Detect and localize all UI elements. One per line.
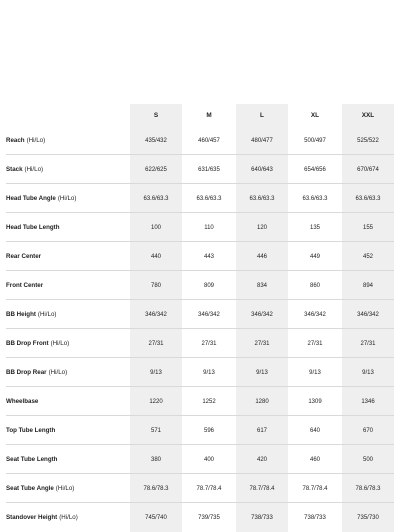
row-label: Seat Tube Angle (Hi/Lo): [6, 485, 75, 492]
table-cell: 63.6/63.3: [342, 184, 394, 213]
table-cell: 739/735: [198, 514, 220, 521]
table-cell: 9/13: [342, 358, 394, 387]
table-cell: 135: [309, 224, 320, 231]
table-cell: 110: [204, 224, 214, 231]
table-cell: 63.6/63.3: [302, 195, 328, 202]
table-cell: 1252: [202, 398, 216, 405]
row-label: Top Tube Length: [6, 427, 56, 434]
table-cell: 640: [309, 427, 320, 434]
table-cell: 120: [236, 213, 288, 242]
table-cell: 100: [130, 213, 182, 242]
row-label: Head Tube Angle (Hi/Lo): [6, 195, 77, 202]
row-label: BB Drop Rear (Hi/Lo): [6, 369, 68, 376]
table-cell: 346/342: [342, 300, 394, 329]
table-cell: 525/522: [342, 126, 394, 155]
table-cell: 63.6/63.3: [196, 195, 222, 202]
table-cell: 346/342: [130, 300, 182, 329]
table-cell: 78.6/78.3: [342, 474, 394, 503]
table-cell: 654/656: [304, 166, 326, 173]
table-cell: 420: [236, 445, 288, 474]
row-label: Rear Center: [6, 253, 42, 260]
table-cell: 670/674: [342, 155, 394, 184]
table-cell: 400: [203, 456, 214, 463]
table-cell: 480/477: [236, 126, 288, 155]
table-cell: 860: [309, 282, 320, 289]
table-cell: 27/31: [130, 329, 182, 358]
table-cell: 460/457: [198, 137, 220, 144]
table-cell: 9/13: [130, 358, 182, 387]
table-cell: 1309: [308, 398, 322, 405]
table-cell: 155: [342, 213, 394, 242]
row-label: Front Center: [6, 282, 44, 289]
size-header-s: S: [130, 104, 182, 126]
table-cell: 63.6/63.3: [236, 184, 288, 213]
table-cell: 640/643: [236, 155, 288, 184]
table-cell: 1280: [236, 387, 288, 416]
table-cell: 440: [130, 242, 182, 271]
table-cell: 346/342: [304, 311, 326, 318]
table-cell: 571: [130, 416, 182, 445]
table-cell: 1220: [130, 387, 182, 416]
table-cell: 27/31: [342, 329, 394, 358]
size-header-l: L: [236, 104, 288, 126]
table-cell: 27/31: [307, 340, 323, 347]
table-cell: 745/740: [130, 503, 182, 532]
row-label: BB Drop Front (Hi/Lo): [6, 340, 70, 347]
table-cell: 622/625: [130, 155, 182, 184]
table-cell: 9/13: [236, 358, 288, 387]
table-cell: 1346: [342, 387, 394, 416]
table-cell: 738/733: [236, 503, 288, 532]
size-header-xxl: XXL: [342, 104, 394, 126]
table-cell: 738/733: [304, 514, 326, 521]
table-cell: 460: [309, 456, 320, 463]
table-cell: 452: [342, 242, 394, 271]
table-cell: 735/730: [342, 503, 394, 532]
table-cell: 9/13: [309, 369, 321, 376]
size-header-xl: XL: [310, 111, 320, 119]
row-label: Head Tube Length: [6, 224, 60, 231]
table-cell: 596: [203, 427, 214, 434]
row-label: Wheelbase: [6, 398, 39, 405]
row-label: Seat Tube Length: [6, 456, 58, 463]
table-cell: 380: [130, 445, 182, 474]
table-cell: 346/342: [198, 311, 220, 318]
table-cell: 78.6/78.3: [130, 474, 182, 503]
table-cell: 670: [342, 416, 394, 445]
table-cell: 500: [342, 445, 394, 474]
table-cell: 78.7/78.4: [236, 474, 288, 503]
table-cell: 27/31: [201, 340, 217, 347]
table-cell: 894: [342, 271, 394, 300]
table-cell: 500/497: [304, 137, 326, 144]
row-label: Standover Height (Hi/Lo): [6, 514, 78, 521]
table-cell: 63.6/63.3: [130, 184, 182, 213]
table-cell: 631/635: [198, 166, 220, 173]
table-cell: 27/31: [236, 329, 288, 358]
table-cell: 346/342: [236, 300, 288, 329]
table-cell: 449: [309, 253, 320, 260]
table-cell: 9/13: [203, 369, 215, 376]
table-cell: 834: [236, 271, 288, 300]
row-label: BB Height (Hi/Lo): [6, 311, 57, 318]
table-cell: 443: [203, 253, 214, 260]
row-label: Stack (Hi/Lo): [6, 166, 44, 173]
table-cell: 435/432: [130, 126, 182, 155]
table-cell: 78.7/78.4: [196, 485, 222, 492]
row-label: Reach (Hi/Lo): [6, 137, 46, 144]
table-cell: 809: [203, 282, 214, 289]
table-cell: 446: [236, 242, 288, 271]
size-header-m: M: [206, 111, 212, 119]
table-cell: 78.7/78.4: [302, 485, 328, 492]
table-cell: 780: [130, 271, 182, 300]
table-cell: 617: [236, 416, 288, 445]
